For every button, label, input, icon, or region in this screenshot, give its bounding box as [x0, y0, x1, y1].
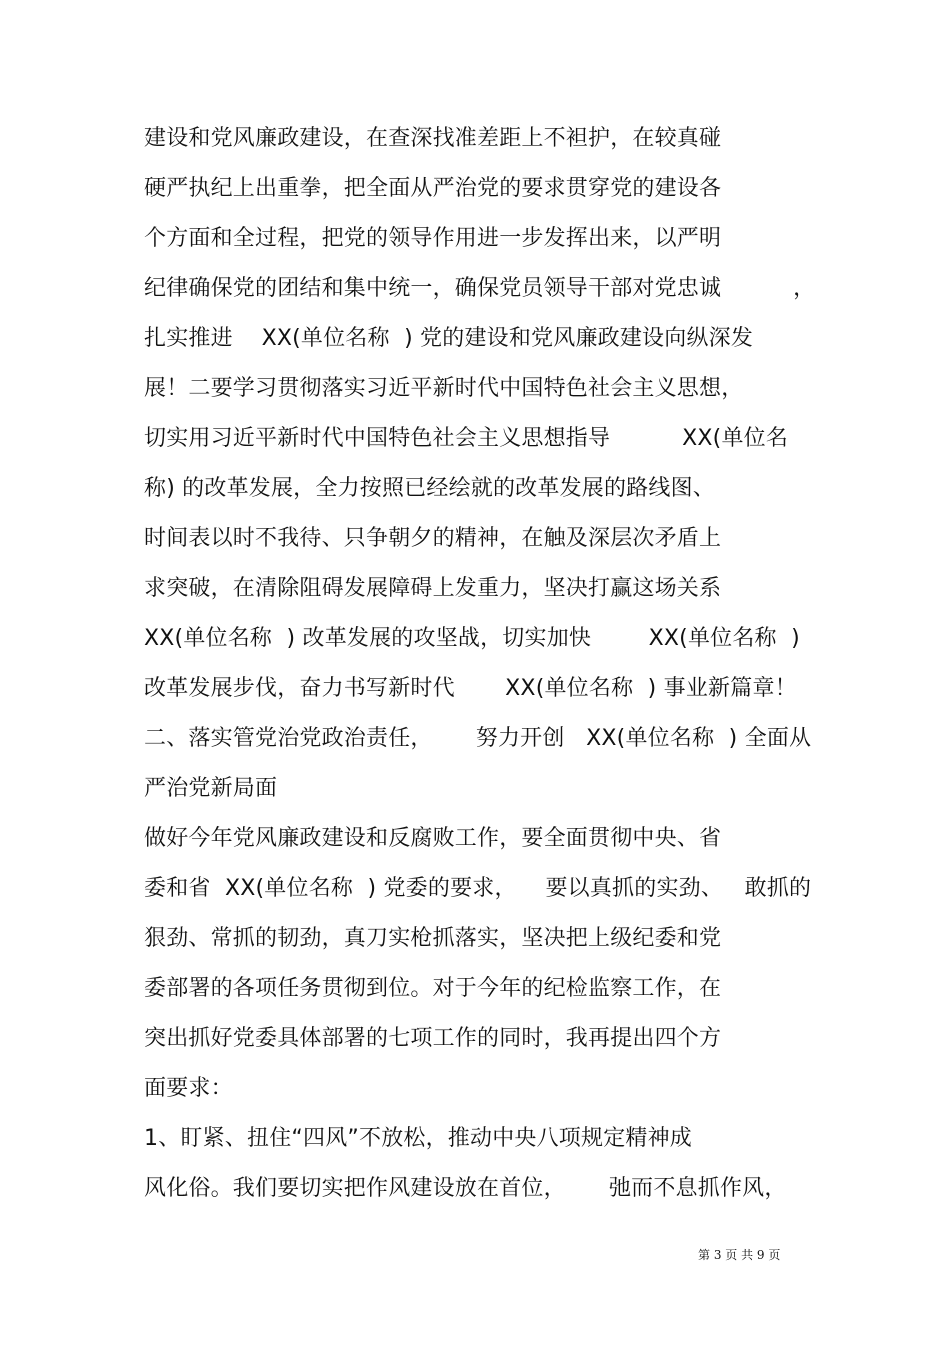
text-line: 求突破，在清除阻碍发展障碍上发重力，坚决打赢这场关系 — [144, 576, 722, 601]
text-line: 扎实推进 XX(单位名称 ) 党的建设和党风廉政建设向纵深发 — [144, 326, 754, 351]
text-line: 委部署的各项任务贯彻到位。对于今年的纪检监察工作，在 — [144, 976, 722, 1001]
text-line: 硬严执纪上出重拳，把全面从严治党的要求贯穿党的建设各 — [144, 176, 722, 201]
text-line: 展！二要学习贯彻落实习近平新时代中国特色社会主义思想， — [144, 376, 744, 401]
text-line: 面要求： — [144, 1076, 233, 1101]
text-line: 建设和党风廉政建设，在查深找准差距上不袒护，在较真碰 — [144, 126, 722, 151]
section-heading-line: 二、落实管党治党政治责任， 努力开创 XX(单位名称 ) 全面从 — [144, 726, 812, 751]
text-line: 委和省 XX(单位名称 ) 党委的要求， 要以真抓的实劲、 敢抓的 — [144, 876, 812, 901]
text-line: 做好今年党风廉政建设和反腐败工作，要全面贯彻中央、省 — [144, 826, 722, 851]
list-item-line: 1、盯紧、扭住“四风”不放松，推动中央八项规定精神成 — [144, 1126, 692, 1151]
page-number-footer: 第 3 页 共 9 页 — [698, 1248, 781, 1262]
text-line: 改革发展步伐，奋力书写新时代 XX(单位名称 ) 事业新篇章！ — [144, 676, 797, 701]
text-line: 切实用习近平新时代中国特色社会主义思想指导 XX(单位名 — [144, 426, 789, 451]
section-heading-line: 严治党新局面 — [144, 776, 278, 801]
text-line: XX(单位名称 ) 改革发展的攻坚战，切实加快 XX(单位名称 ) — [144, 626, 800, 651]
list-item-line: 风化俗。我们要切实把作风建设放在首位， 弛而不息抓作风， — [144, 1176, 787, 1201]
text-line: 突出抓好党委具体部署的七项工作的同时，我再提出四个方 — [144, 1026, 722, 1051]
text-line: 狠劲、常抓的韧劲，真刀实枪抓落实，坚决把上级纪委和党 — [144, 926, 722, 951]
text-line: 称) 的改革发展，全力按照已经绘就的改革发展的路线图、 — [144, 476, 715, 501]
text-line: 纪律确保党的团结和集中统一，确保党员领导干部对党忠诚 ， — [144, 276, 816, 301]
text-line: 时间表以时不我待、只争朝夕的精神，在触及深层次矛盾上 — [144, 526, 722, 551]
text-line: 个方面和全过程，把党的领导作用进一步发挥出来，以严明 — [144, 226, 722, 251]
